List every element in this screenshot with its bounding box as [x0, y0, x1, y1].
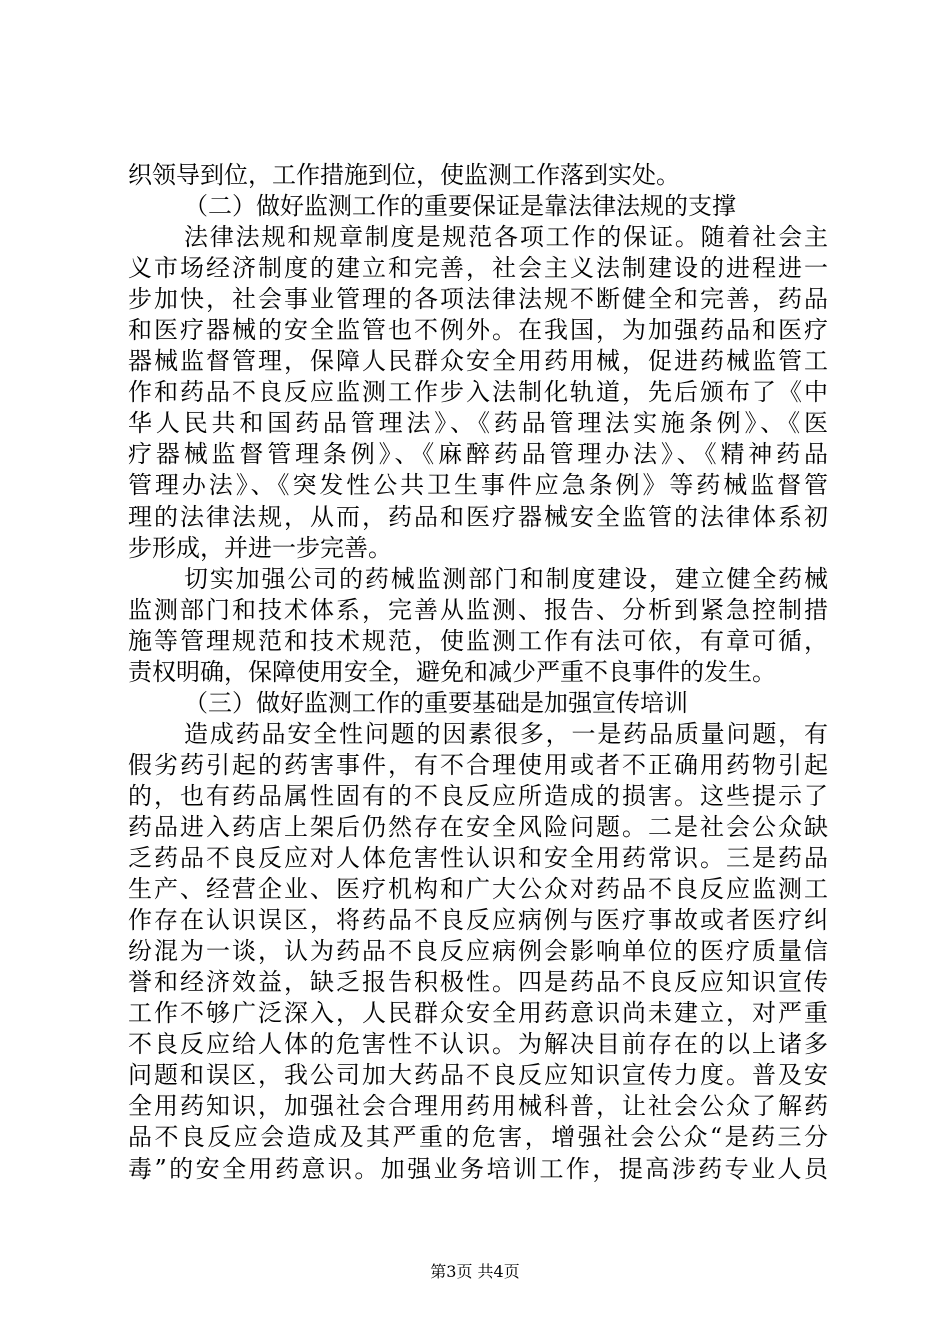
paragraph-line: 作存在认识误区，将药品不良反应病例与医疗事故或者医疗纠 — [128, 906, 828, 935]
paragraph-line: 监测部门和技术体系，完善从监测、报告、分析到紧急控制措 — [128, 595, 828, 624]
paragraph-line: 品不良反应会造成及其严重的危害，增强社会公众“是药三分 — [128, 1123, 828, 1152]
paragraph-line: 步加快，社会事业管理的各项法律法规不断健全和完善，药品 — [128, 285, 828, 314]
paragraph-line: 和医疗器械的安全监管也不例外。在我国，为加强药品和医疗 — [128, 316, 828, 345]
section-heading-2: （二）做好监测工作的重要保证是靠法律法规的支撑 — [184, 192, 736, 221]
paragraph-line: 乏药品不良反应对人体危害性认识和安全用药常识。三是药品 — [128, 844, 828, 873]
page-footer — [0, 1262, 950, 1282]
paragraph-line: 器械监督管理，保障人民群众安全用药用械，促进药械监管工 — [128, 347, 828, 376]
body-line: 织领导到位，工作措施到位，使监测工作落到实处。 — [128, 161, 680, 189]
paragraph-line: 毒”的安全用药意识。加强业务培训工作，提高涉药专业人员 — [128, 1154, 828, 1183]
paragraph-line: 步形成，并进一步完善。 — [128, 533, 392, 562]
paragraph-line: 管理办法》、《突发性公共卫生事件应急条例》等药械监督管 — [128, 471, 828, 500]
paragraph-line: 药品进入药店上架后仍然存在安全风险问题。二是社会公众缺 — [128, 812, 828, 841]
paragraph-line: 切实加强公司的药械监测部门和制度建设，建立健全药械 — [184, 564, 828, 593]
paragraph-line: 理的法律法规，从而，药品和医疗器械安全监管的法律体系初 — [128, 502, 828, 531]
paragraph-line: 作和药品不良反应监测工作步入法制化轨道，先后颁布了《中 — [128, 378, 828, 407]
paragraph-line: 纷混为一谈，认为药品不良反应病例会影响单位的医疗质量信 — [128, 937, 828, 966]
section-heading-3: （三）做好监测工作的重要基础是加强宣传培训 — [184, 688, 688, 717]
paragraph-line: 造成药品安全性问题的因素很多，一是药品质量问题，有 — [184, 719, 828, 748]
paragraph-line: 工作不够广泛深入，人民群众安全用药意识尚未建立，对严重 — [128, 999, 828, 1028]
paragraph-line: 全用药知识，加强社会合理用药用械科普，让社会公众了解药 — [128, 1092, 828, 1121]
paragraph-line: 华人民共和国药品管理法》、《药品管理法实施条例》、《医 — [128, 409, 828, 438]
paragraph-line: 誉和经济效益，缺乏报告积极性。四是药品不良反应知识宣传 — [128, 968, 828, 997]
page-number-label: 第3页 共4页 — [430, 1262, 520, 1281]
paragraph-line: 的，也有药品属性固有的不良反应所造成的损害。这些提示了 — [128, 781, 828, 810]
paragraph-line: 施等管理规范和技术规范，使监测工作有法可依，有章可循， — [128, 626, 828, 655]
paragraph-line: 责权明确，保障使用安全，避免和减少严重不良事件的发生。 — [128, 657, 776, 686]
paragraph-line: 问题和误区，我公司加大药品不良反应知识宣传力度。普及安 — [128, 1061, 828, 1090]
paragraph-line: 义市场经济制度的建立和完善，社会主义法制建设的进程进一 — [128, 254, 828, 283]
paragraph-line: 生产、经营企业、医疗机构和广大公众对药品不良反应监测工 — [128, 875, 828, 904]
paragraph-line: 假劣药引起的药害事件，有不合理使用或者不正确用药物引起 — [128, 750, 828, 779]
paragraph-line: 不良反应给人体的危害性不认识。为解决目前存在的以上诸多 — [128, 1030, 828, 1059]
paragraph-line: 疗器械监督管理条例》、《麻醉药品管理办法》、《精神药品 — [128, 440, 828, 469]
document-body — [128, 160, 828, 1185]
paragraph-line: 法律法规和规章制度是规范各项工作的保证。随着社会主 — [184, 223, 828, 252]
